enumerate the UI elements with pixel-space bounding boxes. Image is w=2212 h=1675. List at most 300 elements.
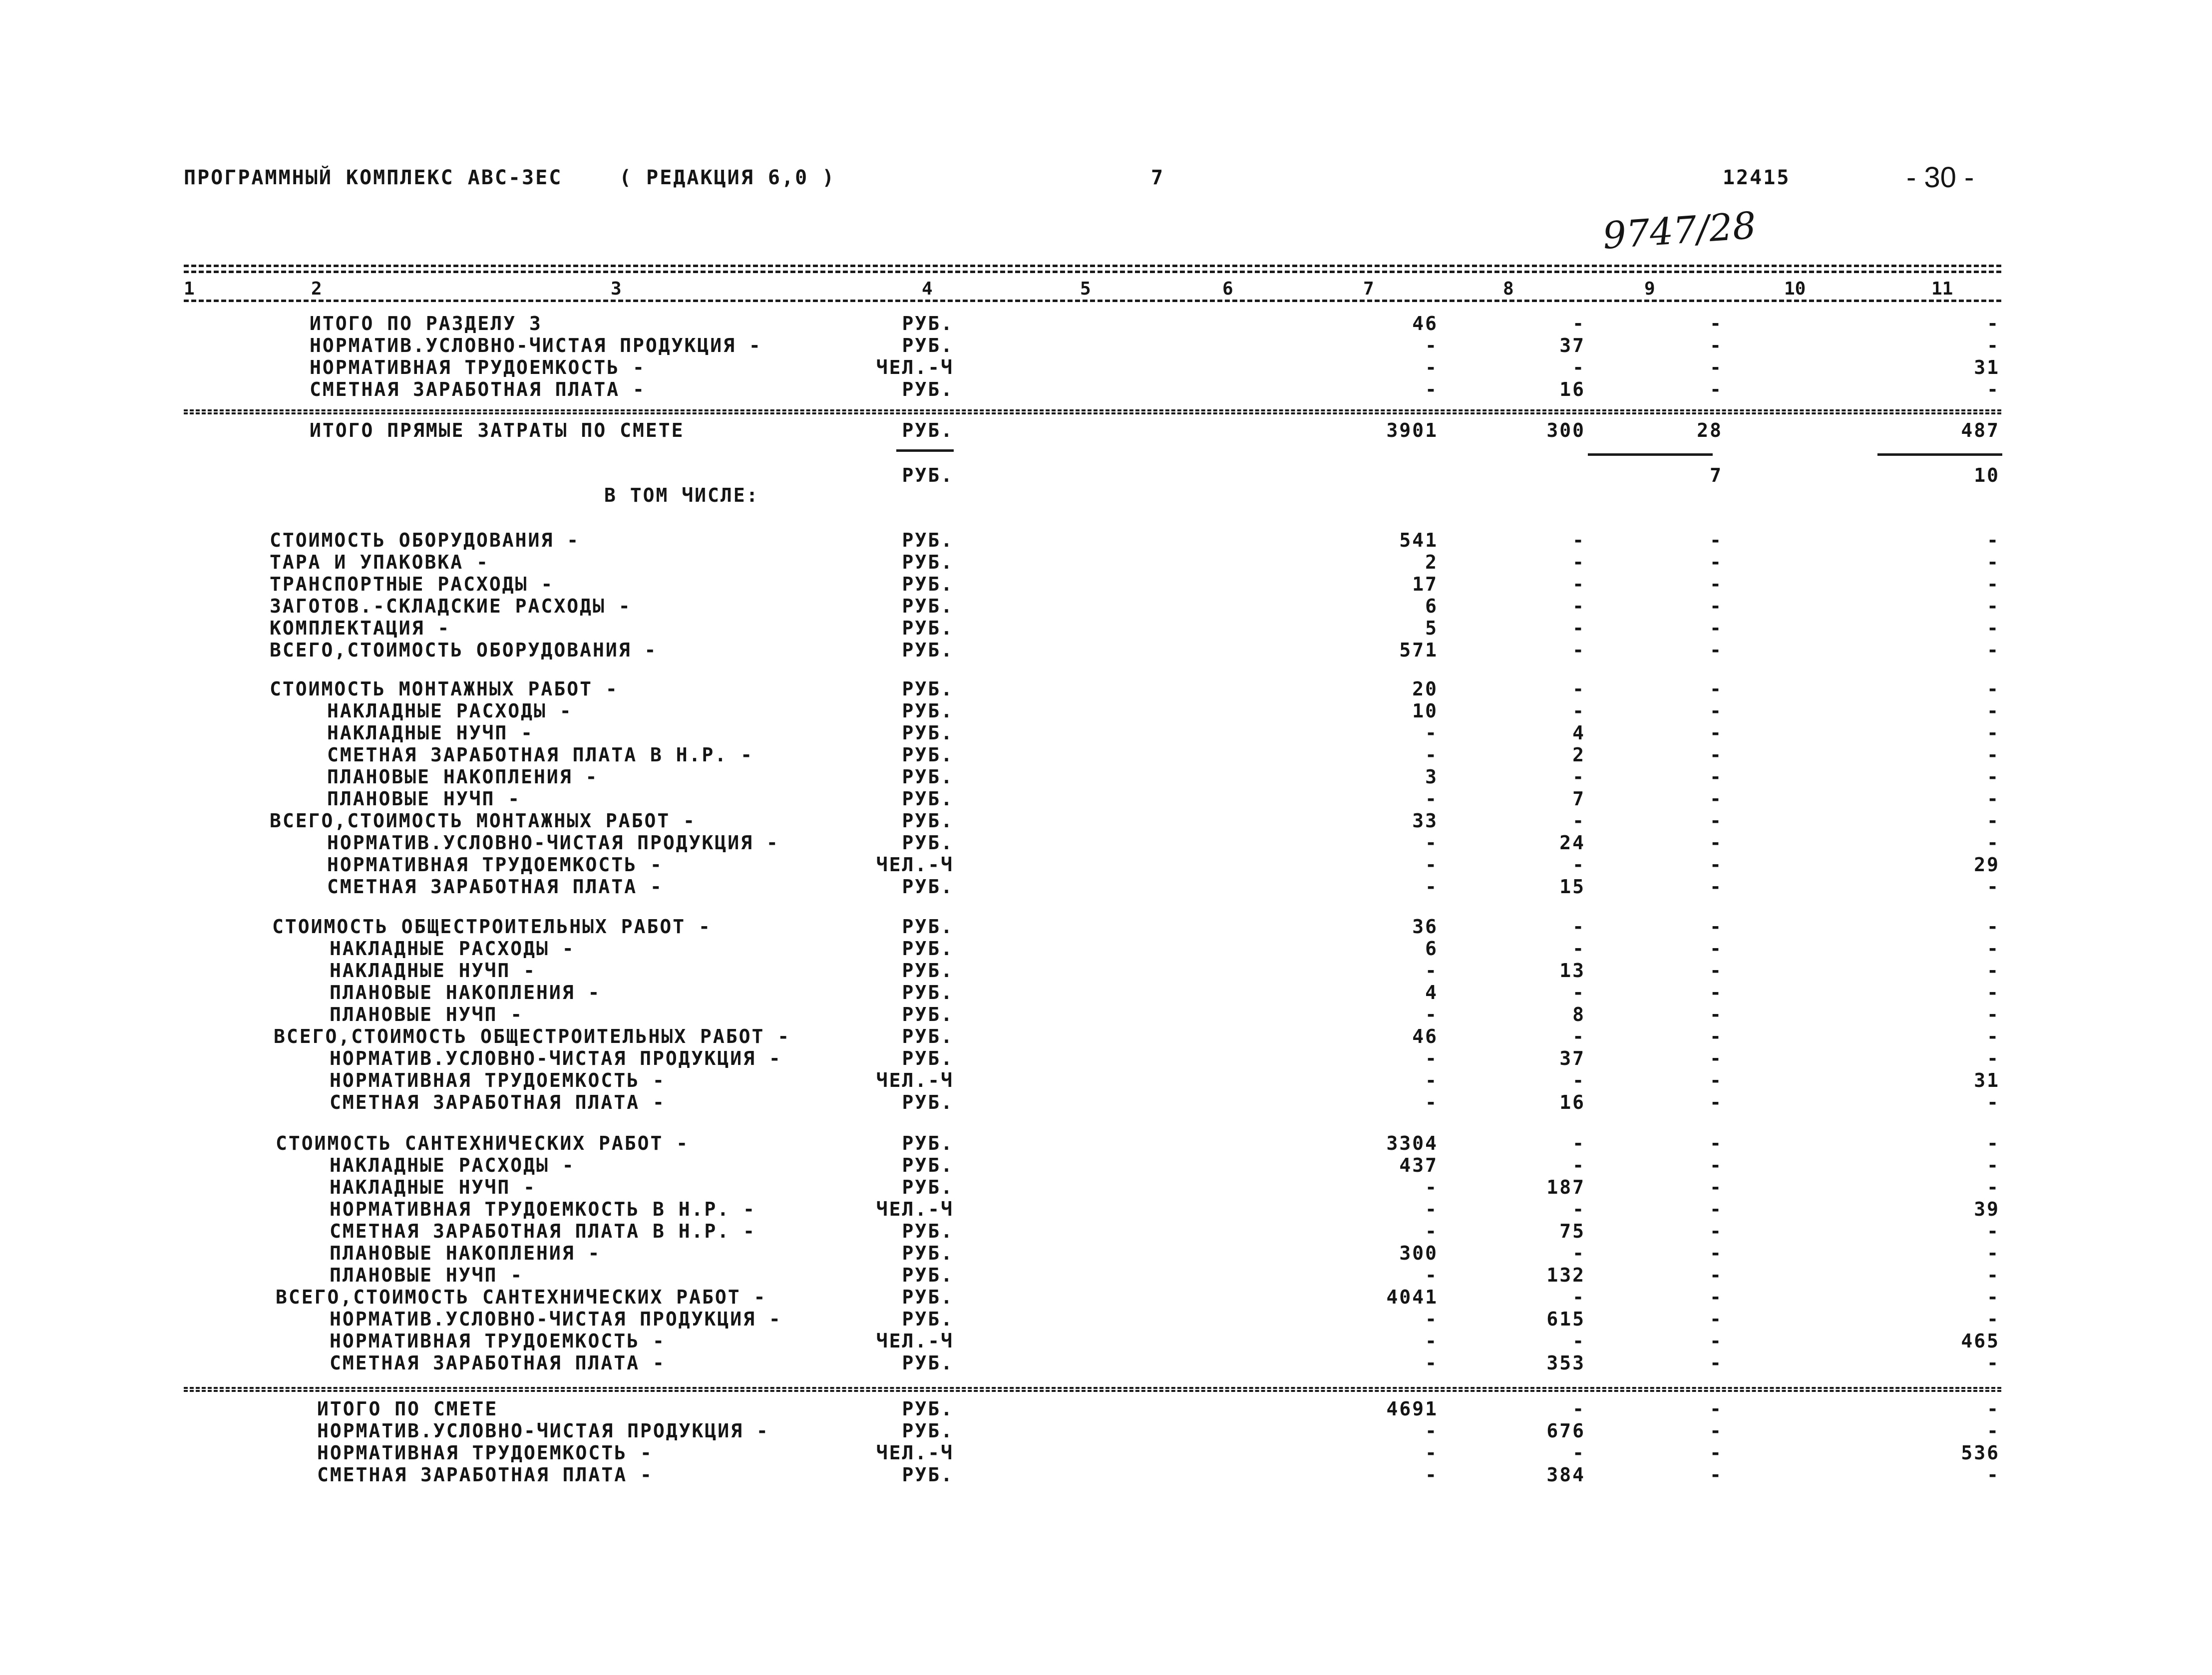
row-label: НОРМАТИВ.УСЛОВНО-ЧИСТАЯ ПРОДУКЦИЯ - (330, 1308, 782, 1330)
row-value-col9: - (1710, 1242, 1723, 1264)
table-row (0, 1132, 2212, 1154)
table-row (0, 916, 2212, 938)
row-value-col8: - (1572, 1025, 1585, 1047)
column-numbers (184, 279, 2001, 299)
row-unit: РУБ. (902, 1220, 954, 1242)
row-value-col9: - (1710, 1047, 1723, 1069)
row-value-col8: - (1572, 810, 1585, 832)
row-value-col11: - (1987, 1132, 2000, 1154)
row-value-col9: - (1710, 1176, 1723, 1198)
row-unit: ЧЕЛ.-Ч (876, 356, 954, 378)
table-row (0, 617, 2212, 639)
row-value-col11: - (1987, 1047, 2000, 1069)
row-unit: РУБ. (902, 832, 954, 854)
row-unit: РУБ. (902, 639, 954, 661)
row-value-col9: - (1710, 1308, 1723, 1330)
col-num-7: 7 (1363, 279, 1374, 299)
row-unit: РУБ. (902, 1091, 954, 1113)
row-value-col11: - (1987, 1308, 2000, 1330)
row-value-col9: - (1710, 1398, 1723, 1420)
row-value-col8: 37 (1559, 335, 1585, 356)
col-num-3: 3 (611, 279, 622, 299)
row-value-col8: 16 (1559, 1091, 1585, 1113)
table-row (0, 982, 2212, 1004)
row-label: НАКЛАДНЫЕ РАСХОДЫ - (327, 700, 573, 722)
row-unit: РУБ. (902, 573, 954, 595)
row-value-col9: - (1710, 876, 1723, 898)
row-value-col8: - (1572, 1154, 1585, 1176)
row-value-col8: - (1572, 595, 1585, 617)
row-unit: РУБ. (902, 1176, 954, 1198)
row-unit: РУБ. (902, 1264, 954, 1286)
row-value-col8: - (1572, 573, 1585, 595)
row-value-col7: - (1425, 1308, 1438, 1330)
row-unit: ЧЕЛ.-Ч (876, 1330, 954, 1352)
row-value-col9: - (1710, 1025, 1723, 1047)
row-label: НАКЛАДНЫЕ РАСХОДЫ - (330, 1154, 575, 1176)
table-row (0, 1420, 2212, 1442)
row-value-col9: - (1710, 639, 1723, 661)
row-value-col8: 300 (1546, 419, 1585, 441)
row-value-col7: 300 (1399, 1242, 1438, 1264)
row-unit: РУБ. (902, 678, 954, 700)
row-unit: РУБ. (902, 419, 954, 441)
row-value-col11: - (1987, 1176, 2000, 1198)
row-value-col8: - (1572, 1242, 1585, 1264)
row-unit: РУБ. (902, 700, 954, 722)
col-num-8: 8 (1503, 279, 1514, 299)
row-value-col7: 46 (1412, 313, 1438, 335)
row-value-col9: - (1710, 335, 1723, 356)
row-value-col11: - (1987, 1004, 2000, 1025)
row-label: НОРМАТИВНАЯ ТРУДОЕМКОСТЬ - (327, 854, 663, 876)
row-label: НОРМАТИВНАЯ ТРУДОЕМКОСТЬ В Н.Р. - (330, 1198, 756, 1220)
row-label: СМЕТНАЯ ЗАРАБОТНАЯ ПЛАТА В Н.Р. - (327, 744, 753, 766)
subtitle-including: В ТОМ ЧИСЛЕ: (604, 484, 759, 506)
row-value-col7: 46 (1412, 1025, 1438, 1047)
row-value-col11: - (1987, 1242, 2000, 1264)
row-value-col7: - (1425, 744, 1438, 766)
table-row (0, 335, 2212, 356)
table-row (0, 1154, 2212, 1176)
table-row (0, 1004, 2212, 1025)
program-title: ПРОГРАММНЫЙ КОМПЛЕКС АВС-3ЕС (184, 166, 563, 189)
row-value-col9: - (1710, 766, 1723, 788)
row-value-col7: - (1425, 1176, 1438, 1198)
row-label: СМЕТНАЯ ЗАРАБОТНАЯ ПЛАТА - (317, 1464, 653, 1486)
row-label: НОРМАТИВНАЯ ТРУДОЕМКОСТЬ - (310, 356, 646, 378)
table-row (0, 1398, 2212, 1420)
table-row (0, 722, 2212, 744)
row-value-col7: - (1425, 1442, 1438, 1464)
row-value-col11: - (1987, 916, 2000, 938)
col-num-1: 1 (184, 279, 195, 299)
row-unit: РУБ. (902, 1464, 954, 1486)
row-value-col7: - (1425, 1004, 1438, 1025)
col-num-9: 9 (1644, 279, 1655, 299)
row-value-col8: 384 (1546, 1464, 1585, 1486)
row-value-col9: - (1710, 1442, 1723, 1464)
row-unit: РУБ. (902, 313, 954, 335)
row-value-col9: - (1710, 916, 1723, 938)
row-value-col7: - (1425, 1352, 1438, 1374)
row-label: ПЛАНОВЫЕ НУЧП - (330, 1264, 524, 1286)
table-row (0, 1176, 2212, 1198)
row-label: ИТОГО ПРЯМЫЕ ЗАТРАТЫ ПО СМЕТЕ (310, 419, 685, 441)
row-label: НОРМАТИВНАЯ ТРУДОЕМКОСТЬ - (330, 1069, 666, 1091)
row-value-col7: 541 (1399, 529, 1438, 551)
col9-underline (1588, 453, 1713, 456)
row-value-col8: 187 (1546, 1176, 1585, 1198)
row-value-col8: 4 (1572, 722, 1585, 744)
row-label: НАКЛАДНЫЕ НУЧП - (330, 1176, 537, 1198)
row-value-col9: - (1710, 1069, 1723, 1091)
row-label: СМЕТНАЯ ЗАРАБОТНАЯ ПЛАТА - (330, 1352, 666, 1374)
row-value-col7: - (1425, 1198, 1438, 1220)
row-value-col8: 676 (1546, 1420, 1585, 1442)
row-value-col9: - (1710, 810, 1723, 832)
row-value-col8: 13 (1559, 960, 1585, 982)
row-label: СМЕТНАЯ ЗАРАБОТНАЯ ПЛАТА - (327, 876, 663, 898)
row-label: КОМПЛЕКТАЦИЯ - (270, 617, 451, 639)
table-row (0, 1308, 2212, 1330)
header-rule-top (184, 265, 2001, 267)
table-row (0, 529, 2212, 551)
row-label: ИТОГО ПО РАЗДЕЛУ 3 (310, 313, 542, 335)
row-value-col8: 37 (1559, 1047, 1585, 1069)
row-unit: РУБ. (902, 788, 954, 810)
row-value-col11: - (1987, 313, 2000, 335)
row-value-col9: - (1710, 573, 1723, 595)
row-value-col9: - (1710, 982, 1723, 1004)
row-value-col11: - (1987, 876, 2000, 898)
row-unit: ЧЕЛ.-Ч (876, 1069, 954, 1091)
row-value-col9: 7 (1710, 464, 1723, 486)
row-unit: РУБ. (902, 1154, 954, 1176)
row-value-col7: 4 (1425, 982, 1438, 1004)
row-label: ВСЕГО,СТОИМОСТЬ ОБОРУДОВАНИЯ - (270, 639, 658, 661)
table-row (0, 1091, 2212, 1113)
row-unit: РУБ. (902, 1420, 954, 1442)
row-unit: РУБ. (902, 1025, 954, 1047)
table-row (0, 744, 2212, 766)
section-rule-1 (184, 409, 2001, 411)
row-value-col8: - (1572, 313, 1585, 335)
row-value-col11: - (1987, 1025, 2000, 1047)
table-row (0, 313, 2212, 335)
row-value-col8: 7 (1572, 788, 1585, 810)
page-number: - 30 - (1906, 161, 1974, 194)
table-row (0, 1352, 2212, 1374)
row-value-col9: - (1710, 854, 1723, 876)
row-value-col11: 10 (1974, 464, 2000, 486)
table-row (0, 551, 2212, 573)
row-value-col7: 3 (1425, 766, 1438, 788)
row-label: ПЛАНОВЫЕ НУЧП - (327, 788, 521, 810)
row-value-col9: - (1710, 551, 1723, 573)
row-value-col7: 10 (1412, 700, 1438, 722)
row-value-col9: - (1710, 744, 1723, 766)
row-value-col9: - (1710, 356, 1723, 378)
row-value-col7: - (1425, 832, 1438, 854)
row-value-col9: - (1710, 1420, 1723, 1442)
row-value-col8: - (1572, 854, 1585, 876)
col-num-4: 4 (922, 279, 933, 299)
table-row (0, 700, 2212, 722)
row-value-col7: 3901 (1386, 419, 1438, 441)
row-label: ЗАГОТОВ.-СКЛАДСКИЕ РАСХОДЫ - (270, 595, 632, 617)
row-value-col9: - (1710, 1154, 1723, 1176)
row-unit: РУБ. (902, 766, 954, 788)
row-value-col11: - (1987, 1091, 2000, 1113)
row-value-col7: - (1425, 335, 1438, 356)
row-value-col8: - (1572, 916, 1585, 938)
col-num-2: 2 (311, 279, 322, 299)
row-value-col7: 36 (1412, 916, 1438, 938)
row-value-col9: - (1710, 313, 1723, 335)
row-label: ПЛАНОВЫЕ НАКОПЛЕНИЯ - (330, 982, 601, 1004)
row-value-col9: - (1710, 378, 1723, 400)
row-value-col11: - (1987, 960, 2000, 982)
row-value-col11: - (1987, 529, 2000, 551)
table-row (0, 1198, 2212, 1220)
row-value-col9: - (1710, 960, 1723, 982)
row-value-col9: - (1710, 1464, 1723, 1486)
row-value-col7: - (1425, 1420, 1438, 1442)
section-rule-2 (184, 1387, 2001, 1389)
row-value-col7: - (1425, 378, 1438, 400)
row-value-col7: - (1425, 876, 1438, 898)
row-value-col7: 4041 (1386, 1286, 1438, 1308)
row-value-col8: 24 (1559, 832, 1585, 854)
row-value-col9: - (1710, 832, 1723, 854)
row-value-col11: 29 (1974, 854, 2000, 876)
row-value-col8: 615 (1546, 1308, 1585, 1330)
row-value-col7: 20 (1412, 678, 1438, 700)
row-unit: РУБ. (902, 722, 954, 744)
row-value-col11: - (1987, 678, 2000, 700)
row-value-col11: 31 (1974, 1069, 2000, 1091)
row-value-col7: - (1425, 960, 1438, 982)
row-unit: РУБ. (902, 617, 954, 639)
row-unit: РУБ. (902, 595, 954, 617)
unit-underline (896, 449, 954, 452)
row-label: НОРМАТИВНАЯ ТРУДОЕМКОСТЬ - (317, 1442, 653, 1464)
row-value-col11: 487 (1961, 419, 2000, 441)
row-unit: РУБ. (902, 1004, 954, 1025)
row-label: НАКЛАДНЫЕ РАСХОДЫ - (330, 938, 575, 960)
row-unit: РУБ. (902, 982, 954, 1004)
row-value-col9: - (1710, 700, 1723, 722)
row-value-col8: - (1572, 1286, 1585, 1308)
row-value-col11: - (1987, 551, 2000, 573)
row-value-col9: - (1710, 1091, 1723, 1113)
handwritten-note: 9747/28 (1601, 204, 1758, 258)
row-label: СТОИМОСТЬ ОБОРУДОВАНИЯ - (270, 529, 580, 551)
col11-underline (1877, 453, 2002, 456)
table-row (0, 1025, 2212, 1047)
row-unit: ЧЕЛ.-Ч (876, 854, 954, 876)
row-value-col8: 353 (1546, 1352, 1585, 1374)
row-value-col8: - (1572, 551, 1585, 573)
row-value-col7: 5 (1425, 617, 1438, 639)
row-value-col11: - (1987, 1398, 2000, 1420)
row-value-col8: - (1572, 1132, 1585, 1154)
table-row (0, 938, 2212, 960)
table-row (0, 356, 2212, 378)
row-value-col9: - (1710, 1220, 1723, 1242)
table-row (0, 1264, 2212, 1286)
row-value-col11: - (1987, 639, 2000, 661)
row-value-col7: - (1425, 1047, 1438, 1069)
row-label: НОРМАТИВ.УСЛОВНО-ЧИСТАЯ ПРОДУКЦИЯ - (330, 1047, 782, 1069)
row-value-col7: - (1425, 1091, 1438, 1113)
row-unit: РУБ. (902, 938, 954, 960)
table-row (0, 1069, 2212, 1091)
row-value-col11: - (1987, 766, 2000, 788)
row-value-col8: - (1572, 766, 1585, 788)
table-row (0, 832, 2212, 854)
table-row (0, 595, 2212, 617)
document-number: 12415 (1723, 166, 1791, 189)
row-value-col7: 4691 (1386, 1398, 1438, 1420)
row-label: ВСЕГО,СТОИМОСТЬ ОБЩЕСТРОИТЕЛЬНЫХ РАБОТ - (274, 1025, 791, 1047)
row-unit: РУБ. (902, 464, 954, 486)
row-unit: РУБ. (902, 916, 954, 938)
row-value-col7: - (1425, 788, 1438, 810)
row-unit: ЧЕЛ.-Ч (876, 1198, 954, 1220)
row-value-col11: - (1987, 573, 2000, 595)
row-value-col7: 2 (1425, 551, 1438, 573)
row-value-col8: - (1572, 678, 1585, 700)
section-rule-1b (184, 412, 2001, 414)
row-value-col11: - (1987, 1286, 2000, 1308)
row-unit: РУБ. (902, 1352, 954, 1374)
row-value-col9: - (1710, 595, 1723, 617)
row-label: ВСЕГО,СТОИМОСТЬ САНТЕХНИЧЕСКИХ РАБОТ - (276, 1286, 767, 1308)
col-num-5: 5 (1080, 279, 1091, 299)
row-label: ПЛАНОВЫЕ НАКОПЛЕНИЯ - (330, 1242, 601, 1264)
row-unit: РУБ. (902, 378, 954, 400)
row-value-col9: - (1710, 722, 1723, 744)
row-label: НОРМАТИВ.УСЛОВНО-ЧИСТАЯ ПРОДУКЦИЯ - (327, 832, 779, 854)
row-value-col11: - (1987, 788, 2000, 810)
row-value-col8: - (1572, 1069, 1585, 1091)
col-num-6: 6 (1222, 279, 1233, 299)
row-value-col9: - (1710, 1352, 1723, 1374)
row-label: СТОИМОСТЬ МОНТАЖНЫХ РАБОТ - (270, 678, 619, 700)
table-row (0, 876, 2212, 898)
row-value-col8: - (1572, 1330, 1585, 1352)
row-label: НАКЛАДНЫЕ НУЧП - (330, 960, 537, 982)
edition-label: ( РЕДАКЦИЯ 6,0 ) (619, 166, 836, 189)
table-row (0, 1330, 2212, 1352)
row-unit: РУБ. (902, 1132, 954, 1154)
row-value-col9: - (1710, 678, 1723, 700)
row-label: ВСЕГО,СТОИМОСТЬ МОНТАЖНЫХ РАБОТ - (270, 810, 696, 832)
row-value-col11: - (1987, 982, 2000, 1004)
row-value-col11: - (1987, 617, 2000, 639)
table-row (0, 1442, 2212, 1464)
row-value-col11: - (1987, 595, 2000, 617)
row-value-col11: - (1987, 1264, 2000, 1286)
row-value-col7: 6 (1425, 938, 1438, 960)
row-value-col8: - (1572, 982, 1585, 1004)
row-value-col8: 16 (1559, 378, 1585, 400)
row-value-col11: - (1987, 1220, 2000, 1242)
row-unit: РУБ. (902, 1286, 954, 1308)
row-value-col11: - (1987, 832, 2000, 854)
section-rule-2b (184, 1390, 2001, 1392)
row-value-col9: - (1710, 1264, 1723, 1286)
row-value-col8: - (1572, 639, 1585, 661)
row-value-col7: 571 (1399, 639, 1438, 661)
row-value-col7: 17 (1412, 573, 1438, 595)
table-row (0, 1047, 2212, 1069)
header-rule-top-2 (184, 271, 2001, 273)
row-unit: РУБ. (902, 810, 954, 832)
row-value-col11: - (1987, 722, 2000, 744)
row-value-col9: - (1710, 788, 1723, 810)
row-value-col9: - (1710, 617, 1723, 639)
row-label: НОРМАТИВ.УСЛОВНО-ЧИСТАЯ ПРОДУКЦИЯ - (310, 335, 762, 356)
row-value-col8: - (1572, 1198, 1585, 1220)
table-row (0, 573, 2212, 595)
row-value-col9: - (1710, 938, 1723, 960)
table-row (0, 960, 2212, 982)
row-value-col7: - (1425, 356, 1438, 378)
table-row (0, 810, 2212, 832)
row-unit: РУБ. (902, 876, 954, 898)
row-value-col7: - (1425, 1264, 1438, 1286)
row-label: СТОИМОСТЬ САНТЕХНИЧЕСКИХ РАБОТ - (276, 1132, 690, 1154)
row-unit: РУБ. (902, 1308, 954, 1330)
row-unit: РУБ. (902, 1047, 954, 1069)
row-value-col7: - (1425, 722, 1438, 744)
row-unit: РУБ. (902, 960, 954, 982)
col-num-11: 11 (1931, 279, 1953, 299)
row-value-col11: - (1987, 1464, 2000, 1486)
row-value-col7: 6 (1425, 595, 1438, 617)
row-value-col8: 8 (1572, 1004, 1585, 1025)
row-value-col9: - (1710, 1132, 1723, 1154)
table-row (0, 1242, 2212, 1264)
col-num-10: 10 (1784, 279, 1806, 299)
row-value-col9: - (1710, 1198, 1723, 1220)
row-value-col11: - (1987, 1352, 2000, 1374)
row-value-col11: - (1987, 744, 2000, 766)
row-value-col11: - (1987, 335, 2000, 356)
row-unit: ЧЕЛ.-Ч (876, 1442, 954, 1464)
row-value-col7: 3304 (1386, 1132, 1438, 1154)
row-value-col11: 39 (1974, 1198, 2000, 1220)
row-value-col11: 536 (1961, 1442, 2000, 1464)
row-label: ПЛАНОВЫЕ НАКОПЛЕНИЯ - (327, 766, 599, 788)
row-value-col9: - (1710, 529, 1723, 551)
row-value-col7: - (1425, 1330, 1438, 1352)
row-value-col9: 28 (1697, 419, 1723, 441)
row-label: ИТОГО ПО СМЕТЕ (317, 1398, 498, 1420)
row-value-col11: - (1987, 378, 2000, 400)
row-value-col9: - (1710, 1330, 1723, 1352)
row-value-col11: - (1987, 1420, 2000, 1442)
row-value-col11: - (1987, 810, 2000, 832)
row-value-col8: 75 (1559, 1220, 1585, 1242)
row-unit: РУБ. (902, 335, 954, 356)
row-value-col9: - (1710, 1004, 1723, 1025)
table-row (0, 378, 2212, 400)
row-value-col11: - (1987, 938, 2000, 960)
